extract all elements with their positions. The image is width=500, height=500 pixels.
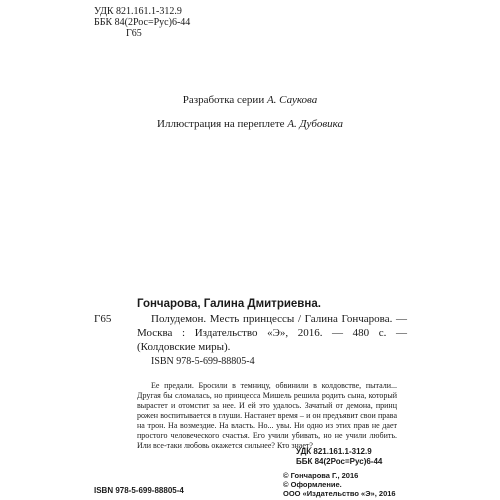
top-classification-codes: [94, 6, 190, 39]
copyright-author: © Гончарова Г., 2016: [283, 471, 359, 480]
cover-credit-label: Иллюстрация на переплете: [157, 118, 288, 130]
catalog-annotation: Ее предали. Бросили в темницу, обвинили в колдовстве, пытали... Другая бы сломалась, но принцесса Мишель решила родить сына, который вырастет и отомстит за нее. И ей это удалось. Зачатый от демона, принц рожен воспитывается в глуши. Настанет время – и он предъявит свои права на трон. На возмездие. На власть. Но... увы. Ни одно из этих прав не дает простого человеческого счастья. Его учили убивать, но не учили любить. Или все-таки любовь окажется сильнее? Кто знает?: [137, 381, 397, 450]
series-credit-name: А. Саукова: [266, 94, 318, 106]
catalog-classification-codes: [296, 447, 382, 467]
cover-credit-name: А. Дубовика: [287, 118, 343, 130]
copyright-block: [283, 471, 396, 498]
catalog-isbn: ISBN 978-5-699-88805-4: [151, 356, 255, 367]
copyright-design: © Оформление.: [283, 480, 342, 489]
catalog-udk-code: УДК 821.161.1-312.9: [296, 447, 372, 456]
series-credit-label: Разработка серии: [182, 94, 267, 106]
catalog-author-mark: Г65: [94, 313, 112, 325]
catalog-author-heading: Гончарова, Галина Дмитриевна.: [137, 298, 321, 310]
catalog-description: Полудемон. Месть принцессы / Галина Гончарова. — Москва : Издательство «Э», 2016. — 480 с. — (Колдовские миры).: [137, 313, 407, 353]
cover-credit: [0, 118, 500, 130]
series-credit: [0, 94, 500, 106]
copyright-publisher: ООО «Издательство «Э», 2016: [283, 489, 396, 498]
top-bbk-code: ББК 84(2Рос=Рус)6-44: [94, 17, 191, 28]
catalog-bbk-code: ББК 84(2Рос=Рус)6-44: [296, 457, 383, 466]
footer-isbn: ISBN 978-5-699-88805-4: [94, 486, 184, 495]
top-author-mark: Г65: [126, 28, 142, 39]
top-udk-code: УДК 821.161.1-312.9: [94, 6, 182, 17]
